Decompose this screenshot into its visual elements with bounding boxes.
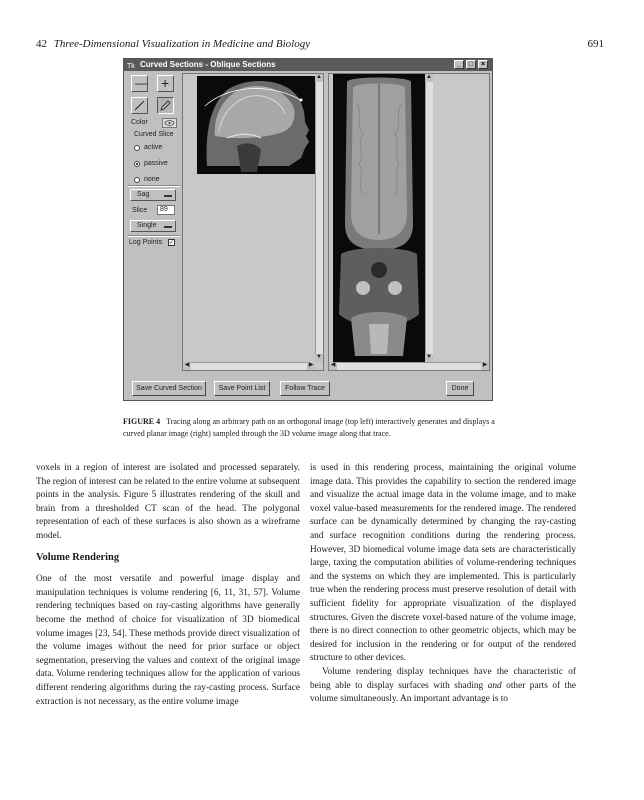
scroll-down-icon[interactable]: ▼ xyxy=(426,354,432,360)
radio-active[interactable] xyxy=(134,145,140,151)
slice-input[interactable]: 89 xyxy=(157,205,175,215)
right-column xyxy=(310,462,576,707)
paragraph-text: other parts of the volume simultaneously. An important advantage is to xyxy=(310,680,576,705)
dropdown-indicator-icon xyxy=(164,195,172,197)
scroll-right-icon[interactable]: ▶ xyxy=(308,362,314,368)
radio-none-label: none xyxy=(144,176,160,183)
pen-tool-button[interactable] xyxy=(157,97,174,114)
slice-label: Slice xyxy=(132,207,148,214)
curved-section-panel[interactable] xyxy=(328,73,490,371)
section-heading: Volume Rendering xyxy=(36,551,120,563)
radio-passive-label: passive xyxy=(144,160,168,167)
page-number: 691 xyxy=(587,38,604,50)
sagittal-head-image[interactable] xyxy=(197,76,323,174)
save-curved-section-button[interactable]: Save Curved Section xyxy=(132,381,206,396)
plus-tool-button[interactable] xyxy=(157,75,174,92)
vertical-scrollbar[interactable] xyxy=(315,74,323,362)
follow-trace-button[interactable]: Follow Trace xyxy=(280,381,330,396)
scroll-left-icon[interactable]: ◀ xyxy=(184,362,190,368)
eye-icon xyxy=(164,120,175,126)
curved-planar-image[interactable] xyxy=(333,74,425,362)
line-tool-button[interactable] xyxy=(131,97,148,114)
color-swatch[interactable] xyxy=(162,118,177,128)
paragraph: is used in this rendering process, maintaining the original volume image data. This provides the capability to section the rendered image and visualize the actual image data in the volume image, and to make voxel value-based measurements for the rendered image. The rendered surface can be dynamically determined by changing the ray-casting and surface recognition conditions during the rendering process. However, 3D biomedical volume image data sets are characteristically large, taxing the computation abilities of volume-rendering techniques and the systems on which they are implemented. This is particularly true when the rendering process must preserve resolution of detail with sufficient fidelity for appropriate visualization of the displayed structures. Given the discrete voxel-based nature of the volume image, there is no direct connection to other geometric objects, which may be desired for inclusion in the rendering or for output of the rendered structure to other devices. xyxy=(310,463,576,664)
save-point-list-button[interactable]: Save Point List xyxy=(214,381,270,396)
maximize-button[interactable]: □ xyxy=(466,60,476,69)
minus-tool-button[interactable] xyxy=(131,75,148,92)
emphasis-text: and xyxy=(487,680,502,691)
figure-label: FIGURE 4 xyxy=(123,417,161,426)
left-column xyxy=(36,462,300,709)
plus-icon: + xyxy=(161,75,170,91)
orientation-value: Sag xyxy=(137,191,150,198)
paragraph: voxels in a region of interest are isolated and processed separately. The region of interest can be related to the entire volume at subsequent points in the analysis. Figure 5 illustrates rendering of the skull and brain from a thresholded CT scan of the head. The polygonal representation of each of these surfaces is also shown as a wireframe model. xyxy=(36,463,300,541)
figure-caption-text: Tracing along an arbitrary path on an orthogonal image (top left) interactively generates and displays a curved planar image (right) sampled through the 3D volume image along that trace. xyxy=(123,417,495,438)
scroll-down-icon[interactable]: ▼ xyxy=(316,354,322,360)
horizontal-scrollbar[interactable] xyxy=(329,362,489,370)
vertical-scrollbar[interactable] xyxy=(425,74,433,362)
scroll-left-icon[interactable]: ◀ xyxy=(330,362,336,368)
scroll-up-icon[interactable]: ▲ xyxy=(426,74,432,80)
pen-icon xyxy=(158,98,173,113)
orientation-dropdown[interactable] xyxy=(130,189,176,201)
mode-dropdown[interactable] xyxy=(130,220,176,232)
log-points-label: Log Points xyxy=(129,239,163,246)
paragraph xyxy=(310,666,576,707)
divider xyxy=(128,185,180,187)
minimize-button[interactable]: _ xyxy=(454,60,464,69)
window-title: Curved Sections - Oblique Sections xyxy=(140,60,276,69)
running-title: Three-Dimensional Visualization in Medicine and Biology xyxy=(53,38,311,50)
paragraph: One of the most versatile and powerful image display and manipulation techniques is volume rendering [6, 11, 31, 57]. Volume rendering techniques based on ray-casting algorithms have generally become the method of choice for visualization of 3D biomedical volume images [23, 54]. These methods provide direct visualization of the volume images without the need for prior surface or object segmentation, preserving the values and context of the original image data. Volume rendering techniques allow for the application of various different rendering algorithms during the ray-casting process. Surface extraction is not necessary, as the entire volume image xyxy=(36,574,300,707)
close-button[interactable]: × xyxy=(478,60,488,69)
color-label: Color xyxy=(131,119,148,126)
app-icon: Tk xyxy=(127,63,135,70)
divider xyxy=(128,235,180,237)
curved-slice-label: Curved Slice xyxy=(134,131,174,138)
chapter-number: 42 xyxy=(36,38,47,50)
radio-active-label: active xyxy=(144,144,163,151)
running-head xyxy=(36,38,556,50)
paragraph-text: Volume rendering display techniques have the characteristic of being able to display surfaces with shading xyxy=(310,666,576,691)
app-window xyxy=(123,58,493,401)
radio-none[interactable] xyxy=(134,177,140,183)
dropdown-indicator-icon xyxy=(164,226,172,228)
minus-icon: — xyxy=(135,76,147,90)
mode-value: Single xyxy=(137,222,157,229)
radio-passive[interactable] xyxy=(134,161,140,167)
orthogonal-image-panel[interactable] xyxy=(182,73,324,371)
scroll-up-icon[interactable]: ▲ xyxy=(316,74,322,80)
figure-caption xyxy=(123,416,513,440)
line-icon xyxy=(132,98,147,113)
title-bar xyxy=(124,59,492,71)
scroll-right-icon[interactable]: ▶ xyxy=(482,362,488,368)
log-points-checkbox[interactable]: ✓ xyxy=(169,239,175,246)
horizontal-scrollbar[interactable] xyxy=(183,362,315,370)
done-button[interactable]: Done xyxy=(446,381,474,396)
